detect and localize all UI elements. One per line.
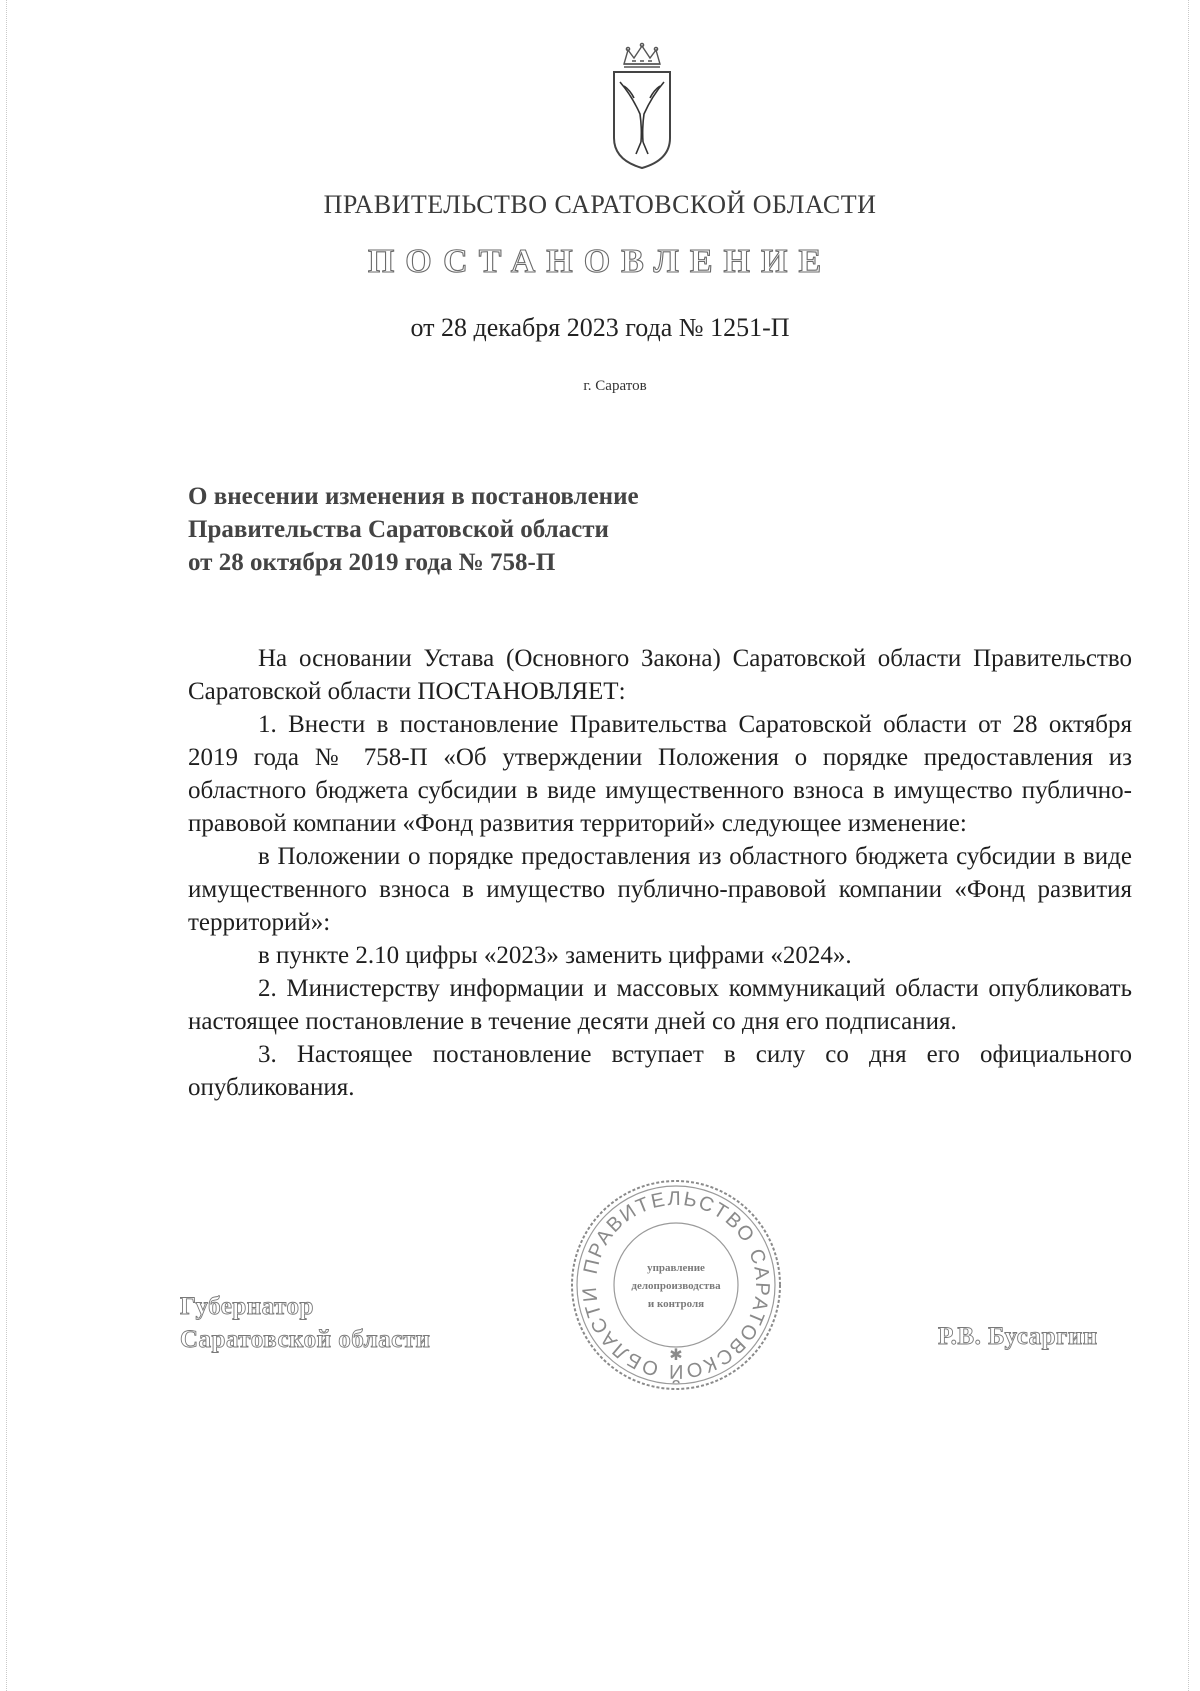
government-name: ПРАВИТЕЛЬСТВО САРАТОВСКОЙ ОБЛАСТИ: [323, 190, 877, 219]
seal-inner-line: управление: [647, 1262, 705, 1274]
signer-name: Р.В. Бусаргин: [938, 1323, 1098, 1350]
signer-title: [180, 1290, 430, 1356]
document-date-number: от 28 декабря 2023 года № 1251-П: [410, 313, 790, 342]
body-paragraph: в Положении о порядке предоставления из областного бюджета субсидии в виде имущественного взноса в имущество публично-правовой компании «Фонд развития территорий»:: [188, 843, 1132, 936]
subject-line: О внесении изменения в постановление: [188, 483, 639, 510]
seal-inner-line: делопроизводства: [631, 1280, 721, 1292]
body-paragraph: 1. Внести в постановление Правительства Саратовской области от 28 октября 2019 года № 758-П «Об утверждении Положения о порядке предоставления из областного бюджета субсидии в виде имущественного взноса в имущество публично-правовой компании «Фонд развития территорий» следующее изменение:: [188, 711, 1132, 837]
body-paragraph: 2. Министерству информации и массовых коммуникаций области опубликовать настоящее постановление в течение десяти дней со дня его подписания.: [188, 975, 1132, 1035]
seal-star-icon: ✱: [669, 1345, 683, 1364]
body-paragraph: в пункте 2.10 цифры «2023» заменить цифрами «2024».: [258, 942, 852, 969]
document-body: [188, 642, 1132, 1104]
signer-title-line: Губернатор: [180, 1293, 314, 1320]
subject-line: от 28 октября 2019 года № 758-П: [188, 549, 556, 576]
subject-line: Правительства Саратовской области: [188, 516, 609, 543]
saratov-coat-of-arms-icon: [610, 42, 674, 172]
signer-title-line: Саратовской области: [180, 1326, 431, 1353]
document-place: г. Саратов: [583, 378, 647, 394]
body-paragraph: 3. Настоящее постановление вступает в силу со дня его официального опубликования.: [188, 1041, 1132, 1101]
body-paragraph: На основании Устава (Основного Закона) Саратовской области Правительство Саратовской области ПОСТАНОВЛЯЕТ:: [188, 645, 1132, 705]
document-type: ПОСТАНОВЛЕНИЕ: [367, 243, 833, 280]
official-seal: [566, 1175, 786, 1395]
document-subject: [188, 480, 888, 579]
seal-inner-line: и контроля: [647, 1298, 705, 1310]
seal-outer-text: ПРАВИТЕЛЬСТВО САРАТОВСКОЙ ОБЛАСТИ: [578, 1187, 774, 1383]
